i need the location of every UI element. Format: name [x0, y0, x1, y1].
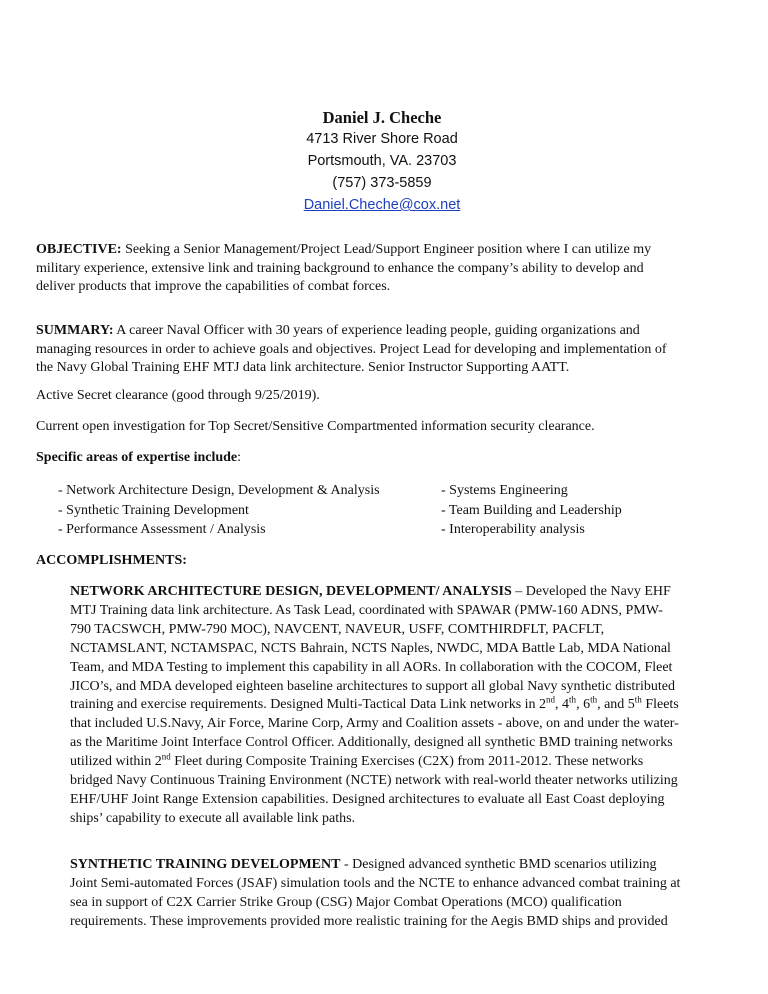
candidate-name: Daniel J. Cheche: [322, 108, 442, 127]
clearance-text: Active Secret clearance (good through 9/25/2019).: [36, 388, 320, 403]
network-architecture-title: NETWORK ARCHITECTURE DESIGN, DEVELOPMENT/ ANALYSIS: [70, 584, 512, 599]
expertise-list: [58, 481, 698, 540]
objective-line: Seeking a Senior Management/Project Lead/Support Engineer position where I can utilize my: [125, 242, 652, 257]
phone-number: (757) 373-5859: [332, 175, 432, 191]
accomplishments-heading: ACCOMPLISHMENTS:: [36, 553, 187, 568]
summary-line: A career Naval Officer with 30 years of experience leading people, guiding organizations and: [116, 323, 640, 338]
list-item: - Synthetic Training Development - Team Building and Leadership: [58, 502, 622, 518]
summary-line: managing resources in order to achieve goals and objectives. Project Lead for developing and implementation of: [36, 341, 667, 357]
investigation-text: Current open investigation for Top Secret/Sensitive Compartmented information security clearance.: [36, 419, 595, 434]
list-item: - Performance Assessment / Analysis - Interoperability analysis: [58, 522, 585, 537]
summary-section: [36, 322, 736, 378]
objective-line: military experience, extensive link and training background to enhance the company’s ability to develop and: [36, 260, 644, 276]
objective-line: deliver products that improve the capabilities of combat forces.: [36, 279, 391, 295]
expertise-heading: Specific areas of expertise include:: [36, 450, 242, 465]
list-item: - Network Architecture Design, Development & Analysis - Systems Engineering: [58, 483, 568, 498]
summary-line: the Navy Global Training EHF MTJ data link architecture. Senior Instructor Supporting AATT.: [36, 360, 570, 376]
network-architecture-paragraph: NETWORK ARCHITECTURE DESIGN, DEVELOPMENT/ ANALYSIS – Developed the Navy EHF MTJ Training data link architecture. As Task Lead, coordinated with SPAWAR (PMW-160 ADNS, PMW- 790 TACSWCH, PMW-790 MOC), NAVCENT, NAVEUR, USFF, COMTHIRDFLT, PACFLT, NCTAMSLANT, NCTAMSPAC, NCTS Bahrain, NCTS Naples, NWDC, MDA Battle Lab, MDA National Team, and MDA Testing to implement this capability in all AORs. In collaboration with the COCOM, Fleet JICO’s, and MDA developed eighteen baseline architectures to support all global Navy synthetic distributed training and exercise requirements. Designed Multi-Tactical Data Link networks in 2nd, 4th, 6th, and 5th Fleets that included U.S.Navy, Air Force, Marine Corp, Army and Coalition assets - above, on and under the water- as the Maritime Joint Interface Control Officer. Additionally, designed all synthetic BMD training networks utilized within 2nd Fleet during Composite Training Exercises (C2X) from 2011-2012. These networks bridged Navy Continuous Training Environment (NCTE) network with real-world theater networks utilizing EHF/UHF Joint Range Extension capabilities. Designed architectures to evaluate all East Coast deploying ships’ capability to execute all available link paths.: [70, 584, 679, 826]
city-state-zip: Portsmouth, VA. 23703: [307, 153, 457, 169]
summary-label: SUMMARY:: [36, 323, 114, 338]
objective-section: [36, 241, 736, 297]
objective-label: OBJECTIVE:: [36, 242, 122, 257]
synthetic-training-title: SYNTHETIC TRAINING DEVELOPMENT: [70, 857, 341, 872]
street-address: 4713 River Shore Road: [306, 131, 458, 147]
email-link[interactable]: Daniel.Cheche@cox.net: [303, 197, 461, 213]
synthetic-training-paragraph: SYNTHETIC TRAINING DEVELOPMENT - Designed advanced synthetic BMD scenarios utilizing Joint Semi-automated Forces (JSAF) simulation tools and the NCTE to enhance advanced combat training at sea in support of C2X Carrier Strike Group (CSG) Major Combat Operations (MCO) qualification requirements. These improvements provided more realistic training for the Aegis BMD ships and provided: [70, 857, 681, 929]
contact-header: [287, 108, 477, 216]
